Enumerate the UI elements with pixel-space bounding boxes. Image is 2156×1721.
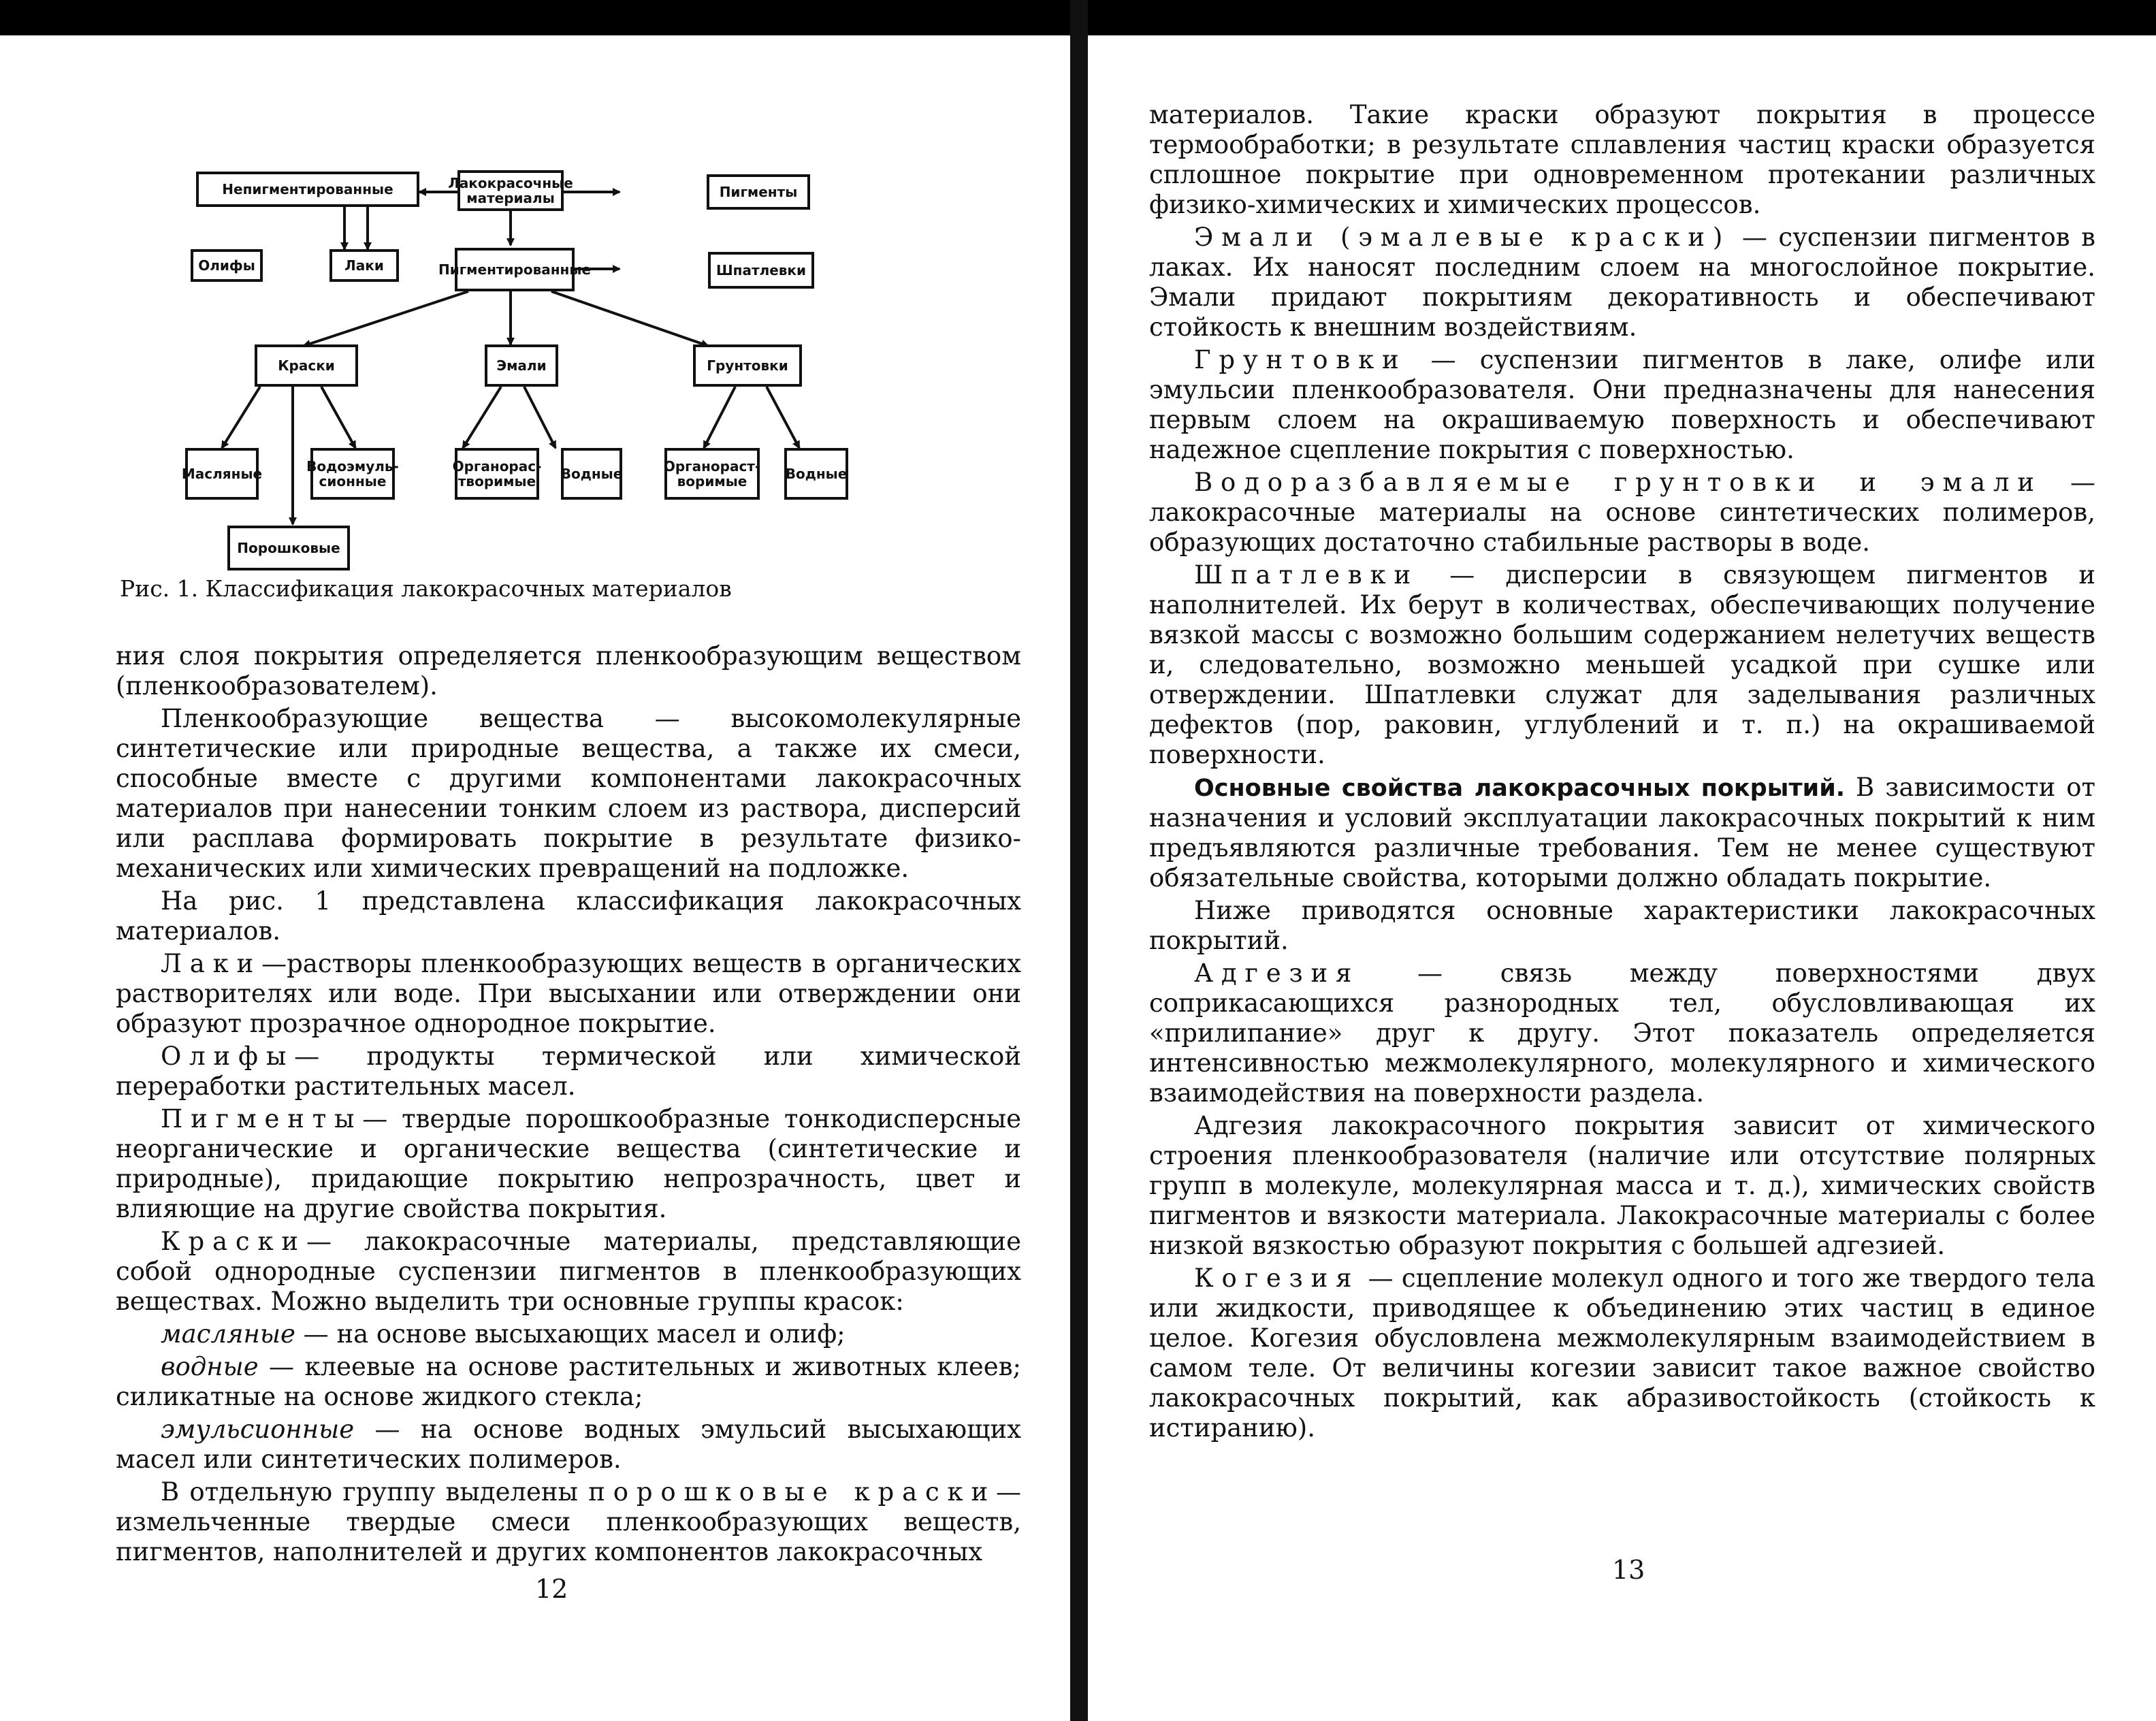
term-spaced: Пигменты (161, 1104, 363, 1133)
definition-text: — дисперсии в связующем пигментов и наполнителей. Их берут в количествах, обеспечивающих получение вязкой массы с возможно большим содержанием нелетучих веществ и, следовательно, возможно меньшей усадкой при сушке или отверждении. Шпатлевки служат для заделывания различных дефектов (пор, раковин, углублений и т. п.) на окрашиваемой поверхности. (1149, 560, 2095, 769)
box-root: Лакокрасочные материалы (457, 170, 564, 211)
paragraph (1149, 773, 2095, 893)
classification-diagram (181, 131, 987, 621)
term-italic: эмульсионные (161, 1415, 355, 1444)
paragraph (116, 1104, 1021, 1224)
section-heading: Основные свойства лакокрасочных покрытий. (1194, 775, 1846, 802)
term-spaced: Лаки (161, 949, 262, 978)
box-emali: Эмали (485, 344, 558, 387)
box-maslyanye: Масляные (185, 448, 259, 500)
paragraph (116, 1319, 1021, 1349)
box-laki: Лаки (329, 249, 399, 282)
term-spaced: Когезия (1194, 1264, 1360, 1293)
definition-text: — лакокрасочные материалы на основе синтетических полимеров, образующих достаточно стабильные растворы в воде. (1149, 468, 2096, 557)
box-olify: Олифы (191, 249, 263, 282)
definition-text: — на основе высыхающих масел и олиф; (295, 1319, 846, 1349)
page-right (1088, 35, 2156, 1721)
definition-text: — суспензии пигментов в лаках. Их наносят последним слоем на многослойное покрытие. Эмали придают покрытиям декоративность и обеспечивают стойкость к внешним воздействиям. (1149, 223, 2095, 342)
paragraph (116, 1042, 1021, 1101)
term-italic: масляные (161, 1319, 295, 1349)
paragraph: Пленкообразующие вещества — высокомолекулярные синтетические или природные вещества, а также их смеси, способные вместе с другими компонентами лакокрасочных материалов при нанесении тонким слоем из раствора, дисперсий или расплава формировать покрытие в результате физико-механических или химических превращений на подложке. (116, 704, 1021, 883)
term-spaced: Шпатлевки (1194, 560, 1419, 590)
paragraph: Адгезия лакокрасочного покрытия зависит от химического строения пленкообразователя (наличие или отсутствие полярных групп в молекуле, молекулярная масса и т. д.), химических свойств пигментов и вязкости материала. Лакокрасочные материалы с более низкой вязкостью образуют покрытия с большей адгезией. (1149, 1111, 2095, 1260)
box-emali-organo: Органорас-творимые (455, 448, 539, 500)
definition-text: — на основе водных эмульсий высыхающих масел или синтетических полимеров. (116, 1415, 1021, 1474)
right-text-column (1149, 100, 2095, 1446)
paragraph (116, 1477, 1021, 1567)
paragraph: материалов. Такие краски образуют покрытия в процессе термообработки; в результате сплавления частиц краски образуется сплошное покрытие при одновременном протекании различных физико-химических и химических процессов. (1149, 100, 2095, 219)
paragraph: ния слоя покрытия определяется пленкообразующим веществом (пленкообразователем). (116, 641, 1021, 701)
definition-text: — связь между поверхностями двух соприкасающихся разнородных тел, обусловливающая их «прилипание» друг к другу. Этот показатель определяется интенсивностью межмолекулярного, молекулярного и химического взаимодействия на поверхности раздела. (1149, 959, 2095, 1108)
book-gutter (1070, 0, 1088, 1721)
page-left (0, 35, 1070, 1721)
paragraph (1149, 468, 2095, 558)
figure-caption: Рис. 1. Классификация лакокрасочных материалов (120, 575, 732, 602)
paragraph (1149, 223, 2095, 342)
page-number: 13 (1612, 1555, 1645, 1585)
term-spaced: Олифы (161, 1042, 295, 1071)
definition-text: В зависимости от назначения и условий эксплуатации лакокрасочных покрытий к ним предъявляются различные требования. Тем не менее существуют обязательные свойства, которыми должно обладать покрытие. (1149, 773, 2095, 892)
paragraph (1149, 560, 2095, 770)
term-spaced: Адгезия (1194, 959, 1360, 988)
left-text-column (116, 641, 1021, 1570)
term-spaced: Эмали (эмалевые краски) (1194, 223, 1731, 252)
box-gruntovki: Грунтовки (693, 344, 802, 387)
box-shpatlevki: Шпатлевки (708, 252, 814, 289)
definition-text: — твердые порошкообразные тонкодисперсные неорганические и органические вещества (синтетические и природные), придающие покрытию непрозрачность, цвет и влияющие на другие свойства покрытия. (116, 1104, 1021, 1223)
definition-text: — сцепление молекул одного и того же твердого тела или жидкости, приводящее к объединению этих частиц в единое целое. Когезия обусловлена межмолекулярным взаимодействием в самом теле. От величины когезии зависит такое важное свойство лакокрасочных покрытий, как абразивостойкость (стойкость к истиранию). (1149, 1264, 2095, 1443)
page-number: 12 (535, 1574, 568, 1604)
paragraph (116, 1227, 1021, 1317)
paragraph (1149, 959, 2095, 1108)
paragraph: Ниже приводятся основные характеристики лакокрасочных покрытий. (1149, 896, 2095, 955)
paragraph (1149, 345, 2095, 465)
paragraph (1149, 1264, 2095, 1443)
term-spaced: Водоразбавляемые грунтовки и эмали (1194, 468, 2042, 497)
term-italic: водные (161, 1352, 259, 1381)
definition-text: — лакокрасочные материалы, представляющие собой однородные суспензии пигментов в пленкообразующих веществах. Можно выделить три основные группы красок: (116, 1227, 1021, 1316)
definition-text: —растворы пленкообразующих веществ в органических растворителях или воде. При высыхании или отверждении они образуют прозрачное однородное покрытие. (116, 949, 1021, 1038)
box-pigmented: Пигментированные (455, 248, 575, 291)
lead-text: В отдельную группу выделены (161, 1477, 589, 1507)
paragraph (116, 1415, 1021, 1475)
definition-text: — суспензии пигментов в лаке, олифе или эмульсии пленкообразователя. Они предназначены для нанесения первым слоем на окрашиваемую поверхность и обеспечивают надежное сцепление покрытия с поверхностью. (1149, 345, 2095, 464)
box-pigments: Пигменты (707, 174, 810, 210)
definition-text: — продукты термической или химической переработки растительных масел. (116, 1042, 1021, 1101)
box-poroshkovye: Порошковые (227, 526, 350, 570)
paragraph: На рис. 1 представлена классификация лакокрасочных материалов. (116, 886, 1021, 946)
box-kraski: Краски (255, 344, 358, 387)
box-vodoemulsionnye: Водоэмуль-сионные (310, 448, 395, 500)
definition-text: — клеевые на основе растительных и животных клеев; силикатные на основе жидкого стекла; (116, 1352, 1021, 1411)
definition-text: — измельченные твердые смеси пленкообразующих веществ, пигментов, наполнителей и других компонентов лакокрасочных (116, 1477, 1021, 1566)
paragraph (116, 1352, 1021, 1412)
term-spaced: порошковые краски (588, 1477, 996, 1507)
box-grunt-vodnye: Водные (784, 448, 848, 500)
paragraph (116, 949, 1021, 1039)
term-spaced: Грунтовки (1194, 345, 1407, 374)
term-spaced: Краски (161, 1227, 306, 1256)
box-emali-vodnye: Водные (561, 448, 622, 500)
box-grunt-organo: Органораст-воримые (664, 448, 760, 500)
box-unpigmented: Непигментированные (196, 172, 419, 207)
